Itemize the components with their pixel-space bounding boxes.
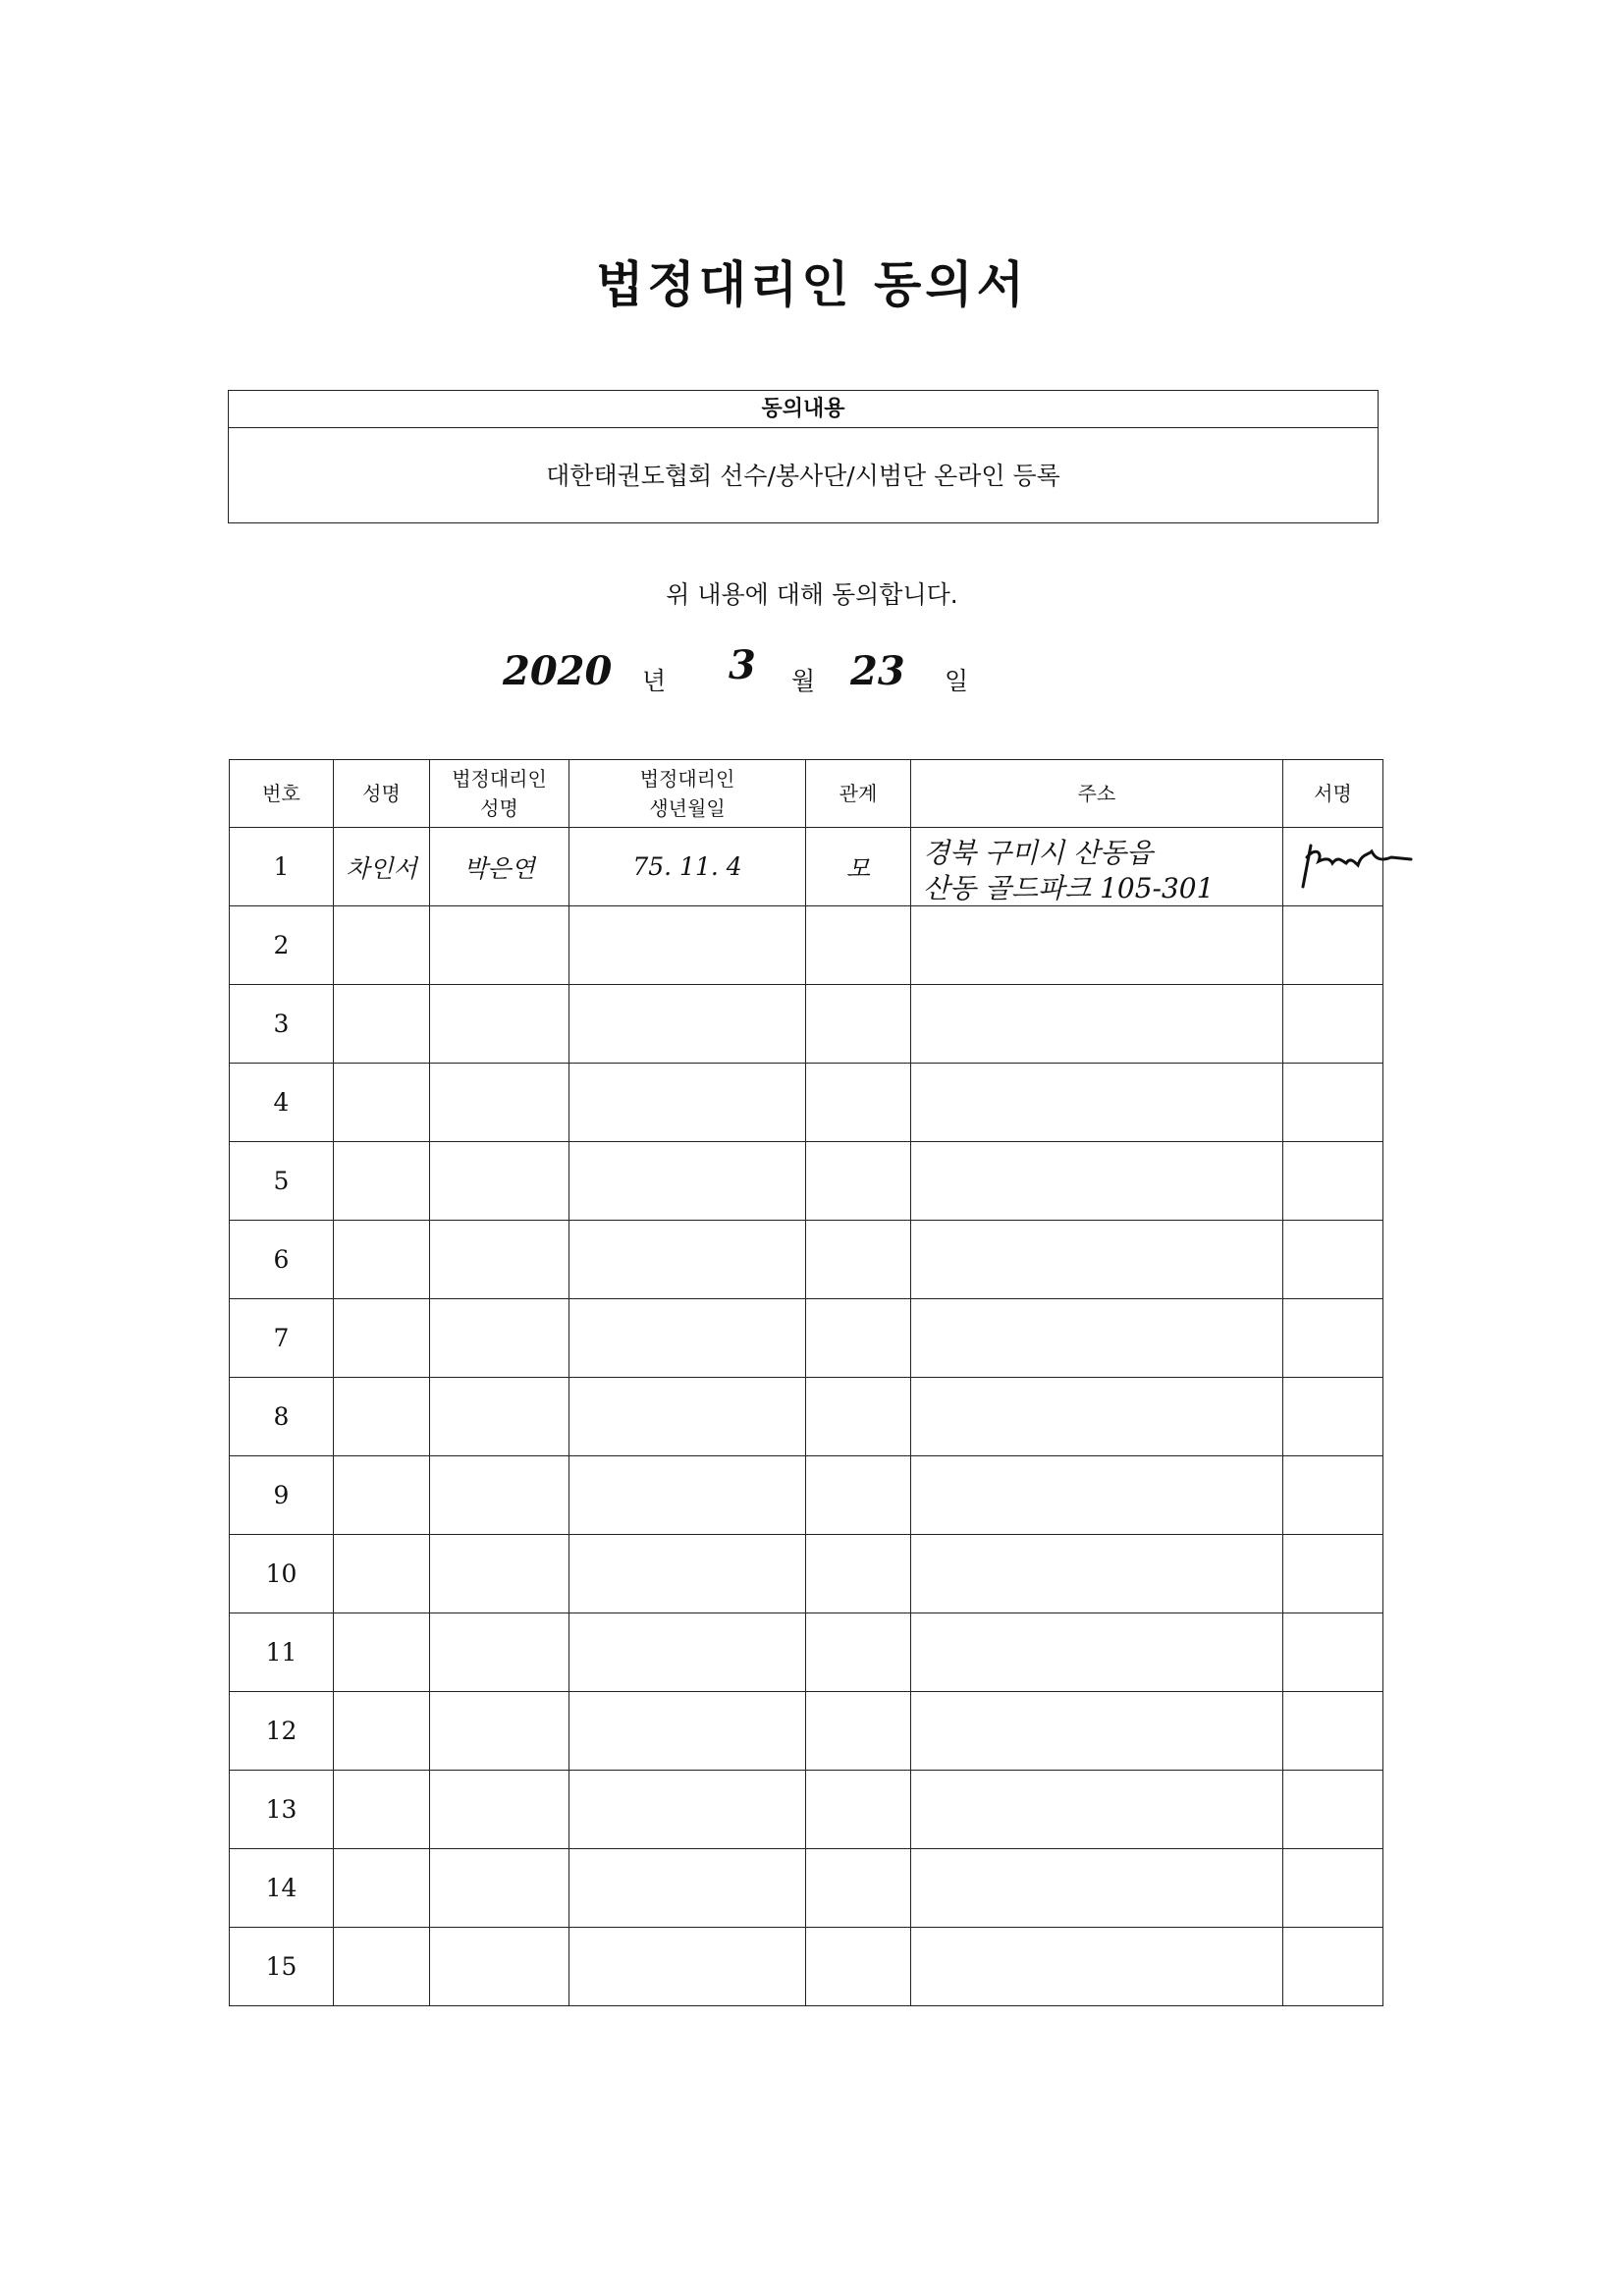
row-number: 7 bbox=[230, 1299, 334, 1378]
row-number: 12 bbox=[230, 1692, 334, 1771]
row-number: 15 bbox=[230, 1928, 334, 2006]
table-row bbox=[230, 1299, 1383, 1378]
agreement-text: 위 내용에 대해 동의합니다. bbox=[666, 580, 958, 609]
table-row bbox=[230, 1928, 1383, 2006]
row-relation: 모 bbox=[806, 828, 911, 906]
row-address-line1: 경북 구미시 산동읍 bbox=[923, 837, 1154, 869]
row-number: 1 bbox=[230, 828, 334, 906]
row-number: 10 bbox=[230, 1535, 334, 1613]
header-guardian-birth-line2: 생년월일 bbox=[649, 796, 726, 820]
row-number: 5 bbox=[230, 1142, 334, 1221]
date-year: 2020 bbox=[503, 648, 613, 694]
header-guardian-name-line2: 성명 bbox=[480, 796, 518, 820]
date-line bbox=[0, 642, 1624, 707]
table-row bbox=[230, 1456, 1383, 1535]
table-row bbox=[230, 1692, 1383, 1771]
consent-heading: 동의내용 bbox=[229, 391, 1378, 428]
header-name: 성명 bbox=[334, 760, 430, 828]
table-row bbox=[230, 1142, 1383, 1221]
row-guardian-birth: 75. 11. 4 bbox=[569, 828, 806, 906]
table-row bbox=[230, 906, 1383, 985]
row-signature bbox=[1283, 828, 1383, 906]
header-number: 번호 bbox=[230, 760, 334, 828]
table-header-row bbox=[230, 760, 1383, 828]
table-row bbox=[230, 1535, 1383, 1613]
row-number: 6 bbox=[230, 1221, 334, 1299]
row-number: 2 bbox=[230, 906, 334, 985]
header-guardian-birth bbox=[569, 760, 806, 828]
header-guardian-name-line1: 법정대리인 bbox=[452, 767, 547, 791]
table-row bbox=[230, 1849, 1383, 1928]
row-number: 14 bbox=[230, 1849, 334, 1928]
date-month: 3 bbox=[729, 642, 756, 688]
header-guardian-name bbox=[430, 760, 569, 828]
row-number: 8 bbox=[230, 1378, 334, 1456]
table-row bbox=[230, 985, 1383, 1064]
date-year-unit: 년 bbox=[642, 667, 667, 695]
consent-box bbox=[228, 390, 1379, 523]
row-number: 13 bbox=[230, 1771, 334, 1849]
consent-content: 대한태권도협회 선수/봉사단/시범단 온라인 등록 bbox=[546, 462, 1060, 490]
row-number: 11 bbox=[230, 1613, 334, 1692]
row-number: 9 bbox=[230, 1456, 334, 1535]
header-relation: 관계 bbox=[806, 760, 911, 828]
row-guardian-name: 박은연 bbox=[430, 828, 569, 906]
header-address: 주소 bbox=[911, 760, 1283, 828]
table-row bbox=[230, 1613, 1383, 1692]
document-title: 법정대리인 동의서 bbox=[596, 256, 1028, 313]
date-day-unit: 일 bbox=[945, 667, 969, 695]
date-month-unit: 월 bbox=[791, 667, 816, 695]
table-row bbox=[230, 1378, 1383, 1456]
row-address bbox=[911, 828, 1283, 906]
guardian-table bbox=[229, 759, 1383, 2006]
table-row bbox=[230, 828, 1383, 906]
table-row bbox=[230, 1064, 1383, 1142]
header-guardian-birth-line1: 법정대리인 bbox=[639, 767, 735, 791]
row-name: 차인서 bbox=[334, 828, 430, 906]
row-address-line2: 산동 골드파크 105-301 bbox=[923, 872, 1215, 904]
date-day: 23 bbox=[850, 648, 905, 694]
table-row bbox=[230, 1221, 1383, 1299]
header-signature: 서명 bbox=[1283, 760, 1383, 828]
row-number: 3 bbox=[230, 985, 334, 1064]
row-number: 4 bbox=[230, 1064, 334, 1142]
table-row bbox=[230, 1771, 1383, 1849]
handwritten-signature bbox=[1293, 838, 1431, 897]
